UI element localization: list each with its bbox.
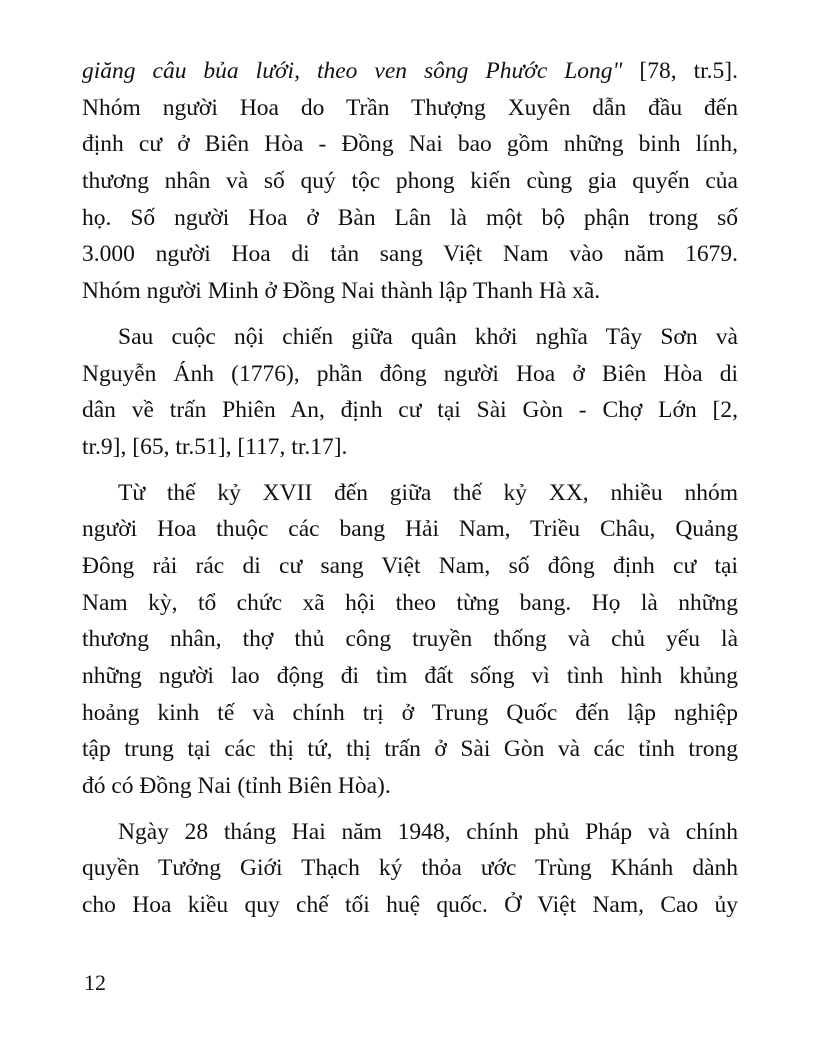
text-line: cho Hoa kiều quy chế tối huệ quốc. Ở Việt Nam, Cao ủy [82,892,738,919]
text-line: thương nhân, thợ thủ công truyền thống và chủ yếu là [82,626,738,653]
paragraph-3 [82,475,738,805]
text-line: định cư ở Biên Hòa - Đồng Nai bao gồm những binh lính, [82,131,738,158]
text-line: Đông rải rác di cư sang Việt Nam, số đông định cư tại [82,552,738,579]
text-line: quyền Tưởng Giới Thạch ký thỏa ước Trùng Khánh dành [82,855,738,882]
text-line: Từ thế kỷ XVII đến giữa thế kỷ XX, nhiều nhóm [118,479,738,506]
page-number: 12 [84,970,106,995]
text-line: đó có Đồng Nai (tỉnh Biên Hòa). [82,773,391,800]
text-line: dân về trấn Phiên An, định cư tại Sài Gòn - Chợ Lớn [2, [82,397,738,424]
italic-quote: giăng câu bủa lưới, theo ven sông Phước Long" [82,58,623,84]
text-line: 3.000 người Hoa di tản sang Việt Nam vào năm 1679. [82,241,738,268]
text-line: hoảng kinh tế và chính trị ở Trung Quốc đến lập nghiệp [82,699,738,726]
text-line: thương nhân và số quý tộc phong kiến cùng gia quyến của [82,168,738,195]
text-line: những người lao động đi tìm đất sống vì tình hình khủng [82,663,738,689]
text-line: người Hoa thuộc các bang Hải Nam, Triều Châu, Quảng [82,516,738,543]
text-line: Nguyễn Ánh (1776), phần đông người Hoa ở Biên Hòa di [82,360,738,387]
citation: [78, tr.5]. [622,58,738,84]
text-line: Nam kỳ, tổ chức xã hội theo từng bang. Họ là những [82,589,738,616]
page-body [82,53,738,933]
text-line: tập trung tại các thị tứ, thị trấn ở Sài Gòn và các tỉnh trong [82,736,738,763]
paragraph-2 [82,319,738,466]
paragraph-1 [82,53,738,310]
paragraph-4 [82,814,738,924]
text-line: Nhóm người Hoa do Trần Thượng Xuyên dẫn đầu đến [82,94,738,121]
text-line: Sau cuộc nội chiến giữa quân khởi nghĩa Tây Sơn và [118,323,738,350]
text-line: tr.9], [65, tr.51], [117, tr.17]. [82,433,348,460]
text-line: Ngày 28 tháng Hai năm 1948, chính phủ Pháp và chính [118,818,738,845]
text-line: Nhóm người Minh ở Đồng Nai thành lập Thanh Hà xã. [82,278,601,305]
text-line: họ. Số người Hoa ở Bàn Lân là một bộ phận trong số [82,204,738,231]
text-line [82,53,738,90]
